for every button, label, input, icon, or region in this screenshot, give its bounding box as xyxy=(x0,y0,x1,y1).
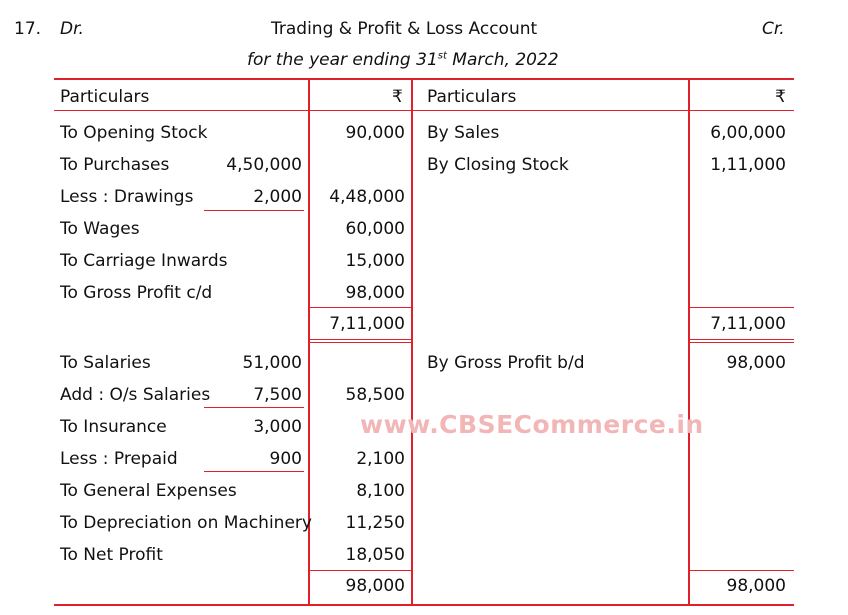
row-label-purchases: To Purchases xyxy=(60,155,170,175)
row-label-carriage-inwards: To Carriage Inwards xyxy=(60,251,228,271)
amount-gross-profit-cd: 98,000 xyxy=(345,283,405,303)
row-label-wages: To Wages xyxy=(60,219,140,239)
table-top-rule xyxy=(54,78,794,80)
subtotal-rule-drawings xyxy=(204,210,304,211)
header-particulars-right: Particulars xyxy=(427,87,517,107)
amount-depreciation: 11,250 xyxy=(345,513,405,533)
total-rule-left-bottom-2 xyxy=(310,342,411,343)
row-label-salaries: To Salaries xyxy=(60,353,151,373)
amount-opening-stock: 90,000 xyxy=(345,123,405,143)
row-label-depreciation: To Depreciation on Machinery xyxy=(60,513,312,533)
pl-total-rule-left xyxy=(310,570,411,571)
total-trading-debit: 7,11,000 xyxy=(329,314,405,334)
table-bottom-rule xyxy=(54,604,794,606)
row-label-opening-stock: To Opening Stock xyxy=(60,123,208,143)
question-number: 17. xyxy=(14,19,42,39)
total-rule-right-bottom-1 xyxy=(690,339,794,340)
credit-marker: Cr. xyxy=(762,19,785,39)
header-rupee-left: ₹ xyxy=(392,87,403,107)
inner-amount-salaries: 51,000 xyxy=(242,353,302,373)
row-label-insurance: To Insurance xyxy=(60,417,167,437)
amount-total-salaries: 58,500 xyxy=(345,385,405,405)
subtotal-rule-salaries xyxy=(204,407,304,408)
inner-amount-purchases: 4,50,000 xyxy=(226,155,302,175)
debit-marker: Dr. xyxy=(60,19,84,39)
amount-net-profit: 18,050 xyxy=(345,545,405,565)
total-rule-right-bottom-2 xyxy=(690,342,794,343)
inner-amount-insurance: 3,000 xyxy=(253,417,302,437)
header-rupee-right: ₹ xyxy=(775,87,786,107)
header-rule xyxy=(54,110,794,111)
row-label-closing-stock: By Closing Stock xyxy=(427,155,569,175)
total-pl-credit: 98,000 xyxy=(726,576,786,596)
row-label-gross-profit-bd: By Gross Profit b/d xyxy=(427,353,585,373)
total-rule-right-top xyxy=(690,307,794,308)
row-label-general-expenses: To General Expenses xyxy=(60,481,237,501)
total-pl-debit: 98,000 xyxy=(345,576,405,596)
row-label-sales: By Sales xyxy=(427,123,500,143)
amount-sales: 6,00,000 xyxy=(710,123,786,143)
total-rule-left-top xyxy=(310,307,411,308)
statement-subtitle: for the year ending 31st March, 2022 xyxy=(247,50,559,70)
row-label-os-salaries: Add : O/s Salaries xyxy=(60,385,211,405)
pl-total-rule-right xyxy=(690,570,794,571)
inner-amount-os-salaries: 7,500 xyxy=(253,385,302,405)
row-label-net-profit: To Net Profit xyxy=(60,545,163,565)
column-divider-center xyxy=(411,78,413,605)
statement-title: Trading & Profit & Loss Account xyxy=(271,19,538,39)
amount-net-purchases: 4,48,000 xyxy=(329,187,405,207)
amount-general-expenses: 8,100 xyxy=(356,481,405,501)
amount-closing-stock: 1,11,000 xyxy=(710,155,786,175)
inner-amount-prepaid: 900 xyxy=(269,449,302,469)
total-trading-credit: 7,11,000 xyxy=(710,314,786,334)
total-rule-left-bottom-1 xyxy=(310,339,411,340)
subtotal-rule-prepaid xyxy=(204,471,304,472)
row-label-prepaid: Less : Prepaid xyxy=(60,449,178,469)
amount-wages: 60,000 xyxy=(345,219,405,239)
header-particulars-left: Particulars xyxy=(60,87,150,107)
watermark: www.CBSECommerce.in xyxy=(360,410,704,439)
row-label-drawings: Less : Drawings xyxy=(60,187,194,207)
amount-net-insurance: 2,100 xyxy=(356,449,405,469)
amount-gross-profit-bd: 98,000 xyxy=(726,353,786,373)
inner-amount-drawings: 2,000 xyxy=(253,187,302,207)
amount-carriage-inwards: 15,000 xyxy=(345,251,405,271)
row-label-gross-profit-cd: To Gross Profit c/d xyxy=(60,283,213,303)
